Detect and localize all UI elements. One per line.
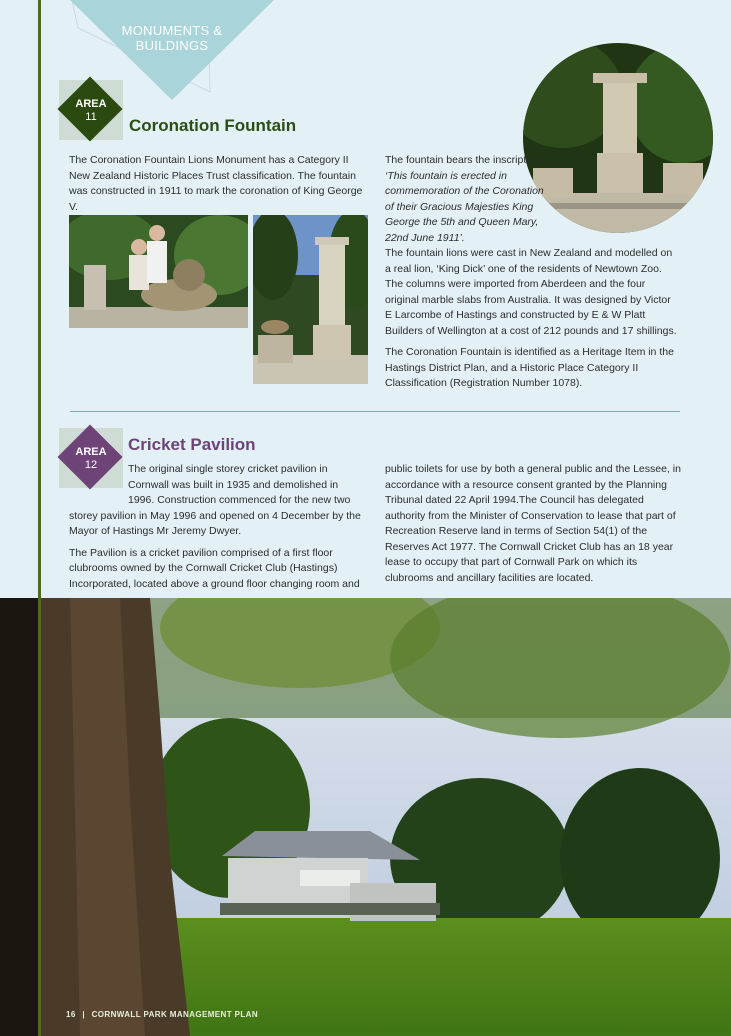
fountain-column-photo (253, 215, 368, 384)
cricket-pavilion-title: Cricket Pavilion (128, 435, 256, 454)
cricket-pavilion-photo (0, 598, 731, 1036)
fountain-inscription-text: The fountain bears the inscription ‘This fountain is erected in commemoration of the Coronation of their Gracious Majesties King George the 5th and Queen Mary, 22nd June 1911’. (385, 154, 544, 244)
pavilion-lease-text: public toilets for use by both a general public and the Lessee, in accordance with a resource consent granted by the Planning Tribunal dated 22 April 1994.The Council has delegated authority from the Minister of Conservation to lease that part of Recreation Reserve land in terms of Section 54(1) of the Reserves Act 1977. The Cornwall Cricket Club has an 18 year lease to occupy that part of Cornwall Park on which its clubrooms and ancillary facilities are located. (385, 463, 681, 584)
fountain-details-text: The fountain lions were cast in New Zealand and modelled on a real lion, ‘King Dick’ one of the residents of Newtown Zoo. The columns were imported from Aberdeen and the four original marble slabs from Australia. It was designed by Victor E Larcombe of Hastings and constructed by E & W Platt Builders of Wellington at a cost of 212 pounds and 17 shillings. The Coronation Fountain is identified as a Heritage Item in the Hastings District Plan, and a Historic Place Category II Classification (Registration Number 1078). (385, 247, 677, 389)
page-margin-rule (38, 0, 41, 1036)
area-11-badge: AREA 11 (59, 80, 123, 140)
banner-title: MONUMENTS & BUILDINGS (121, 23, 223, 53)
page-footer: 16 | CORNWALL PARK MANAGEMENT PLAN (66, 1010, 259, 1019)
fountain-circle-photo (523, 43, 713, 233)
area-12-badge: AREA 12 (59, 428, 123, 488)
pavilion-history-text: The original single storey cricket pavilion in Cornwall was built in 1935 and demolished in 1996. Construction commenced for the new two storey pavilion in May 1996 and opened on 4 December by the Mayor of Hastings Mr Jeremy Dwyer. The Pavilion is a cricket pavilion comprised of a first floor clubrooms owned by the Cornwall Cricket Club (Hastings) Incorporated, located above a ground floor changing room and (69, 463, 361, 590)
lion-statue-photo (69, 215, 248, 328)
document-title: CORNWALL PARK MANAGEMENT PLAN (91, 1010, 259, 1019)
fountain-intro-text: The Coronation Fountain Lions Monument has a Category II New Zealand Historic Places Trust classification. The fountain was constructed in 1911 to mark the coronation of King George V. (69, 154, 363, 213)
section-divider (70, 411, 680, 412)
page-number: 16 (66, 1010, 76, 1019)
coronation-fountain-title: Coronation Fountain (129, 116, 297, 135)
